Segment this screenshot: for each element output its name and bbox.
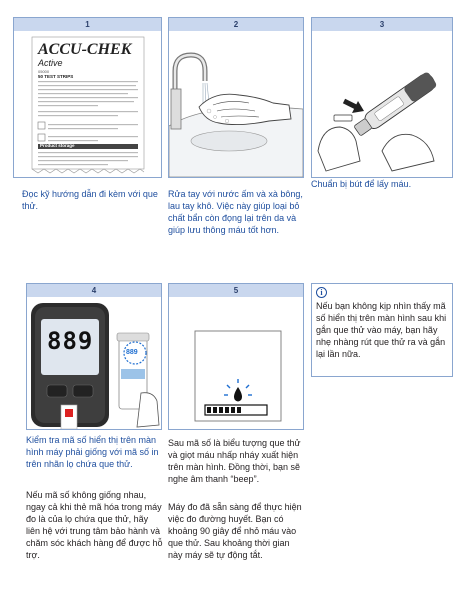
step-4-caption: Kiểm tra mã số hiển thị trên màn hình máy phải giống với mã số in trên nhãn lọ chứa que thử. [26, 435, 159, 469]
leaflet-strips-label: 50 TEST STRIPS [38, 74, 74, 79]
step-4-panel [26, 283, 162, 430]
step-5-number: 5 [169, 284, 303, 297]
info-icon: i [316, 287, 327, 298]
step-3-panel [311, 17, 453, 178]
step-2-number: 2 [169, 18, 303, 31]
step-5-panel [168, 283, 304, 430]
meter-display-code: 889 [47, 327, 94, 355]
step-1-panel [13, 17, 162, 178]
info-note-text: Nếu bạn không kịp nhìn thấy mã số hiển thị trên màn hình sau khi gắn que thử vào máy, bạn hãy nhẹ nhàng rút que thử ra và gắn lại lần nữa. [316, 301, 447, 359]
step-1-caption: Đọc kỹ hướng dẫn đi kèm với que thử. [22, 189, 158, 211]
step-1-illustration [14, 31, 161, 177]
step-2-caption: Rửa tay với nước ấm và xà bông, lau tay khô. Việc này giúp loại bỏ chất bẩn còn đọng lại trên da và giúp lưu thông máu tốt hơn. [168, 189, 303, 235]
step-5-body-1: Sau mã số là biểu tượng que thử và giọt máu nhấp nháy xuất hiện trên màn hình. Đồng thời, bạn sẽ nghe âm thanh “beep”. [168, 438, 301, 484]
step-4-number: 4 [27, 284, 161, 297]
vial-label-code: 889 [126, 349, 138, 356]
step-3-caption: Chuẩn bị bút để lấy máu. [311, 179, 412, 189]
step-1-number: 1 [14, 18, 161, 31]
info-note-panel [311, 283, 453, 377]
step-5-illustration [169, 297, 303, 429]
step-3-number: 3 [312, 18, 452, 31]
step-4-illustration [27, 297, 161, 429]
step-5-body-2: Máy đo đã sẵn sàng để thực hiện việc đo đường huyết. Bạn có khoảng 90 giây để nhỏ máu vào que thử. Sau khoảng thời gian này máy sẽ tự động tắt. [168, 502, 302, 560]
step-3-illustration [312, 31, 452, 177]
step-2-illustration [169, 31, 303, 177]
leaflet-brand: ACCU-CHEK [38, 41, 132, 58]
leaflet-code: 05000 [38, 69, 50, 74]
step-4-body: Nếu mã số không giống nhau, ngay cả khi thẻ mã hóa trong máy đo là của lọ chứa que thử, hãy liên hệ với trung tâm bảo hành và chăm sóc khách hàng để được hỗ trợ. [26, 490, 163, 560]
leaflet-section-heading: Product storage [40, 143, 75, 148]
step-2-panel [168, 17, 304, 178]
leaflet-brand-sub: Active [38, 58, 63, 68]
